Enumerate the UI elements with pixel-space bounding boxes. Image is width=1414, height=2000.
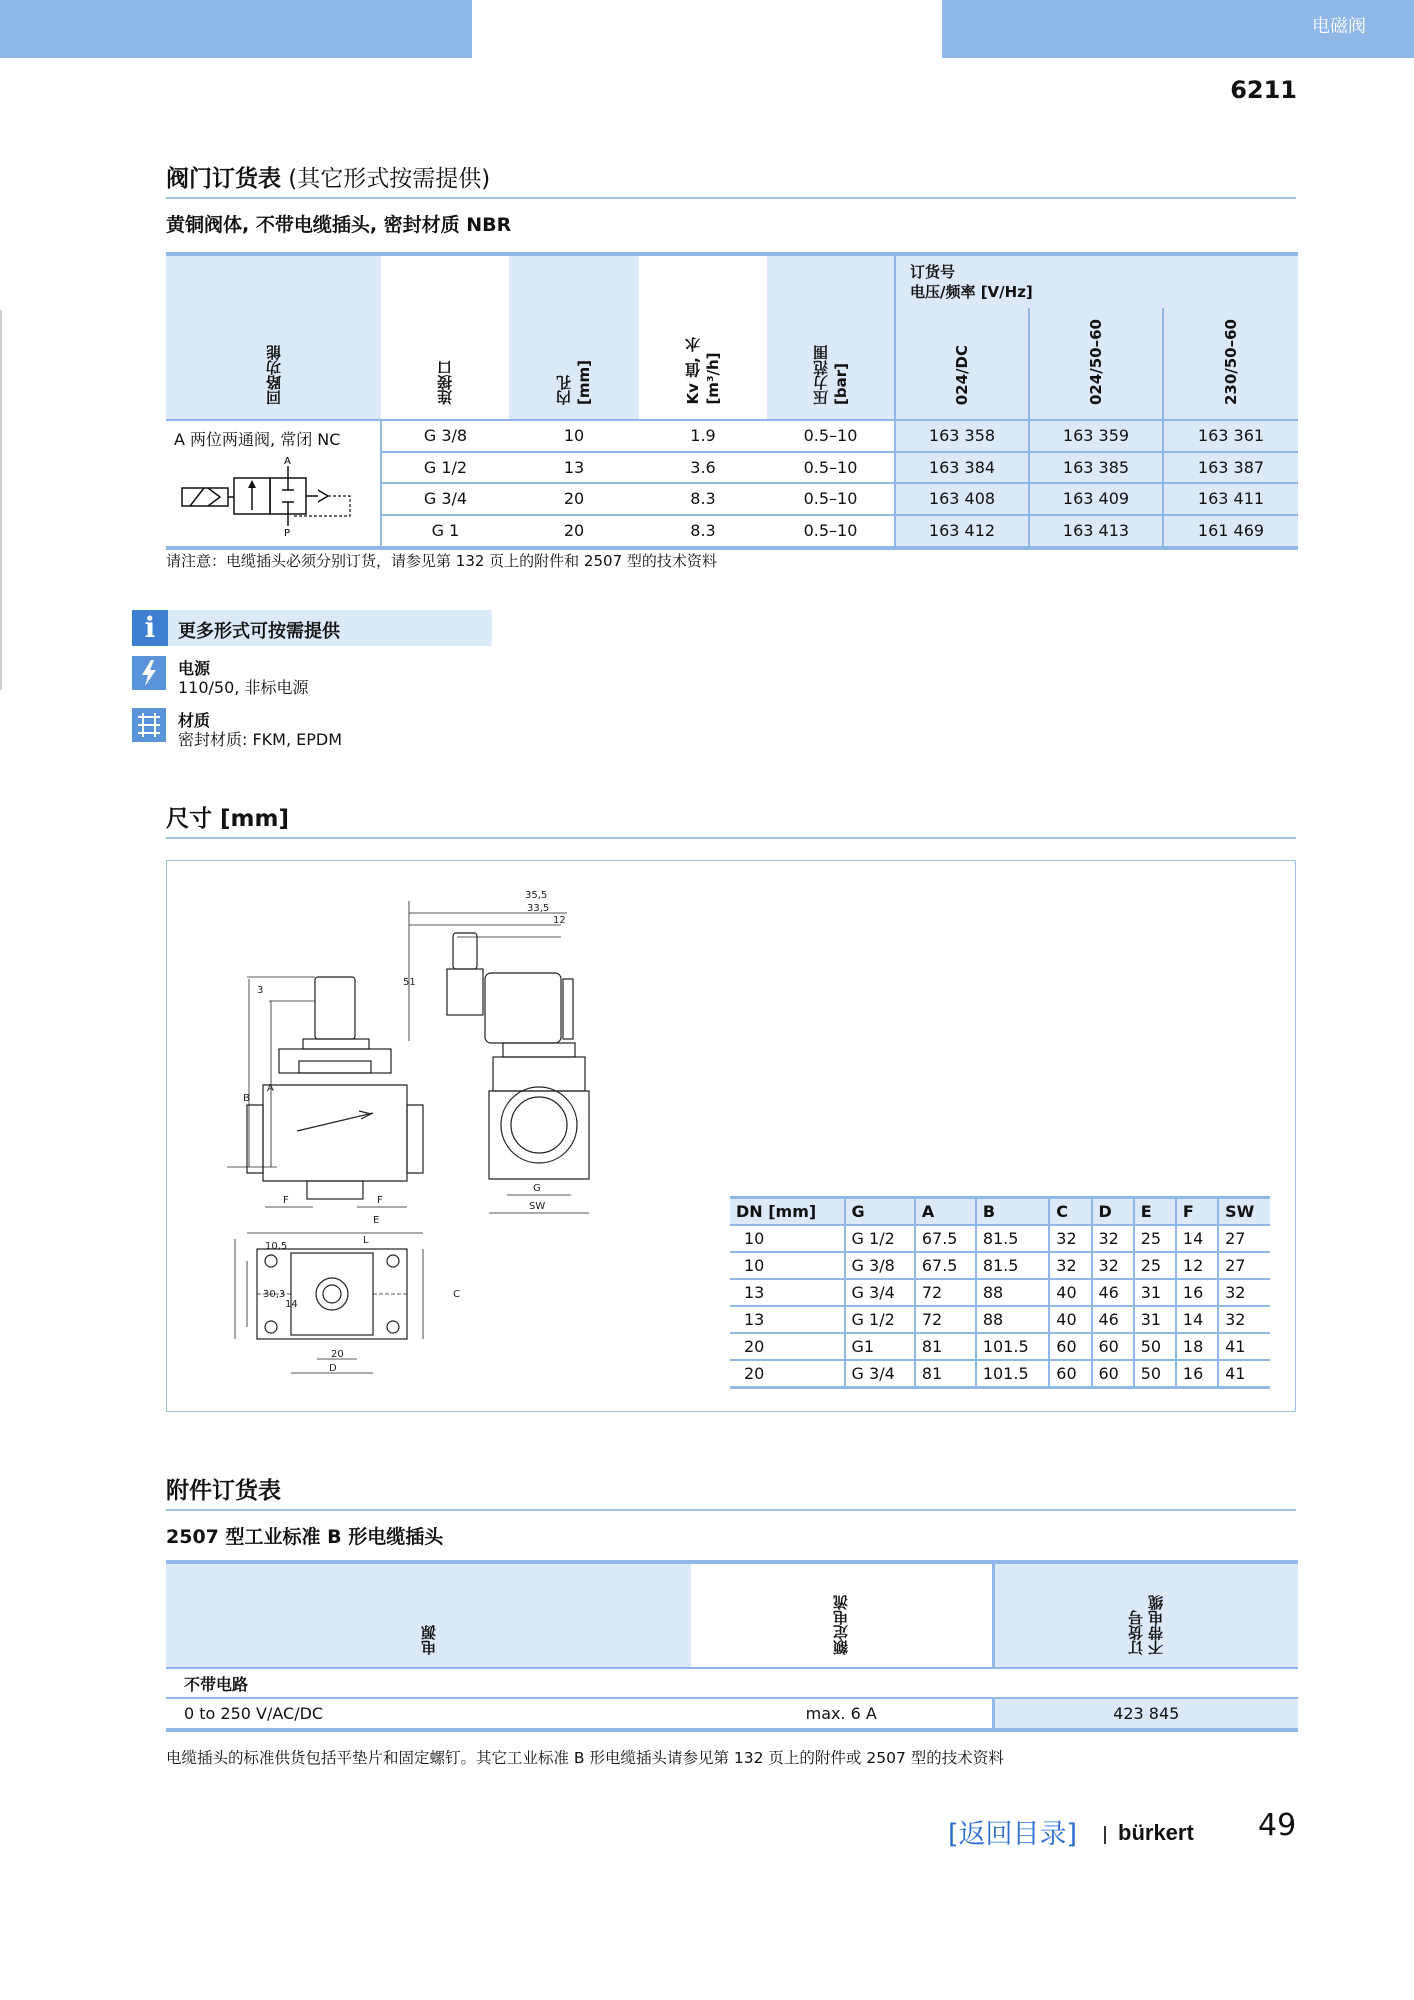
order-title-rest: (其它形式按需提供) (281, 166, 491, 192)
svg-text:10,5: 10,5 (265, 1241, 288, 1252)
accessory-title: 附件订货表 (166, 1472, 1296, 1511)
page-number: 49 (1258, 1808, 1297, 1843)
material-title: 材质 (178, 711, 211, 730)
dim-header: SW (1218, 1198, 1270, 1226)
brand-logo: bürkert (1118, 1820, 1194, 1845)
svg-text:14: 14 (285, 1299, 298, 1310)
table-row (166, 1698, 1298, 1728)
order-section-title (166, 160, 1296, 199)
model-number: 6211 (1230, 76, 1297, 104)
cell-order-code: 163 411 (1163, 483, 1298, 515)
cell-port: G 1/2 (381, 452, 509, 484)
svg-text:F: F (283, 1195, 289, 1206)
cell-order-code: 163 385 (1029, 452, 1163, 484)
header-circuit: 回路功能 (166, 256, 381, 420)
header-voltage-1: 024/DC (895, 308, 1029, 420)
cell-kv: 8.3 (639, 515, 767, 547)
cell-power: 0 to 250 V/AC/DC (166, 1698, 691, 1728)
cell-pressure: 0.5–10 (767, 420, 895, 452)
svg-text:F: F (377, 1195, 383, 1206)
cell-port: G 1 (381, 515, 509, 547)
table-row (166, 420, 1298, 452)
svg-text:30,3: 30,3 (263, 1289, 286, 1300)
dim-header: G (845, 1198, 915, 1226)
cell-pressure: 0.5–10 (767, 452, 895, 484)
cell-order-code: 163 384 (895, 452, 1029, 484)
cell-order-code: 161 469 (1163, 515, 1298, 547)
cell-bore: 20 (509, 515, 639, 547)
svg-text:G: G (533, 1183, 541, 1194)
table-row (166, 1668, 1298, 1698)
svg-text:A: A (284, 456, 291, 467)
header-pressure: 压力范围 [bar] (767, 256, 895, 420)
cell-order-code: 163 412 (895, 515, 1029, 547)
svg-text:3: 3 (257, 985, 264, 996)
page-edge-mark (0, 310, 2, 690)
cell-order-code: 163 387 (1163, 452, 1298, 484)
header-power: 电源 (166, 1564, 691, 1668)
svg-text:L: L (363, 1235, 369, 1246)
svg-text:B: B (243, 1093, 250, 1104)
info-bar (132, 610, 492, 646)
header-voltage-3: 230/50–60 (1163, 308, 1298, 420)
header-bar-left (0, 0, 472, 58)
dimensions-table (730, 1196, 1270, 1389)
table-row: 20 G1 81 101.5 60 60 50 18 41 (730, 1333, 1270, 1360)
back-to-contents-link[interactable]: [返回目录] (948, 1819, 1078, 1850)
cell-order-code: 163 408 (895, 483, 1029, 515)
info-title: 更多形式可按需提供 (178, 621, 340, 642)
header-bar-right (942, 0, 1414, 58)
table-row: 10 G 3/8 67.5 81.5 32 32 25 12 27 (730, 1252, 1270, 1279)
valve-symbol-icon (174, 454, 364, 536)
svg-text:12: 12 (553, 915, 566, 926)
dim-header: F (1176, 1198, 1218, 1226)
cell-pressure: 0.5–10 (767, 515, 895, 547)
material-text: 密封材质: FKM, EPDM (178, 730, 343, 749)
group-label: 不带电路 (166, 1668, 1298, 1698)
dim-header: D (1092, 1198, 1134, 1226)
cell-order-code: 163 358 (895, 420, 1029, 452)
header-order: 订货号 不带电缆 (993, 1564, 1298, 1668)
svg-text:20: 20 (331, 1349, 344, 1360)
cell-order-code: 163 413 (1029, 515, 1163, 547)
cell-order-code: 423 845 (993, 1698, 1298, 1728)
dim-header: E (1134, 1198, 1176, 1226)
circuit-cell (166, 420, 381, 546)
cell-kv: 8.3 (639, 483, 767, 515)
svg-text:A: A (267, 1083, 274, 1094)
svg-text:51: 51 (403, 977, 416, 988)
order-table (166, 252, 1298, 550)
header-bore: 内孔 [mm] (509, 256, 639, 420)
svg-text:35,5: 35,5 (525, 890, 548, 901)
header-order-group: 订货号 电压/频率 [V/Hz] (895, 256, 1298, 308)
cell-order-code: 163 361 (1163, 420, 1298, 452)
svg-text:P: P (284, 528, 291, 536)
cell-order-code: 163 409 (1029, 483, 1163, 515)
cell-bore: 10 (509, 420, 639, 452)
table-row: 10 G 1/2 67.5 81.5 32 32 25 14 27 (730, 1225, 1270, 1252)
svg-text:C: C (453, 1289, 460, 1300)
cell-kv: 3.6 (639, 452, 767, 484)
cell-pressure: 0.5–10 (767, 483, 895, 515)
order-title-bold: 阀门订货表 (166, 166, 281, 192)
power-title: 电源 (178, 659, 211, 678)
dimensions-title: 尺寸 [mm] (166, 800, 1296, 839)
power-text: 110/50, 非标电源 (178, 678, 309, 697)
material-icon (132, 708, 166, 742)
lightning-icon (132, 656, 166, 690)
footer-divider (1104, 1826, 1106, 1844)
cell-port: G 3/8 (381, 420, 509, 452)
cell-bore: 13 (509, 452, 639, 484)
header-current: 额定电流 (691, 1564, 993, 1668)
info-icon: i (132, 610, 168, 646)
svg-text:33,5: 33,5 (527, 903, 550, 914)
cell-current: max. 6 A (691, 1698, 993, 1728)
accessory-note: 电缆插头的标准供货包括平垫片和固定螺钉。其它工业标准 B 形电缆插头请参见第 132 页上的附件或 2507 型的技术资料 (166, 1749, 1004, 1767)
header-kv: Kv 值, 水 [m³/h] (639, 256, 767, 420)
accessory-subtitle: 2507 型工业标准 B 形电缆插头 (166, 1526, 444, 1548)
cell-kv: 1.9 (639, 420, 767, 452)
table-row: 20 G 3/4 81 101.5 60 60 50 16 41 (730, 1360, 1270, 1387)
header-port: 连接口 (381, 256, 509, 420)
dim-header: A (915, 1198, 976, 1226)
svg-text:E: E (373, 1215, 380, 1226)
svg-text:SW: SW (529, 1201, 546, 1212)
dim-header: DN [mm] (730, 1198, 845, 1226)
category-label: 电磁阀 (1312, 16, 1366, 37)
table-row: 13 G 3/4 72 88 40 46 31 16 32 (730, 1279, 1270, 1306)
circuit-description: A 两位两通阀, 常闭 NC (174, 430, 341, 449)
cell-bore: 20 (509, 483, 639, 515)
header-voltage-2: 024/50–60 (1029, 308, 1163, 420)
cell-port: G 3/4 (381, 483, 509, 515)
order-note: 请注意：电缆插头必须分别订货，请参见第 132 页上的附件和 2507 型的技术资料 (166, 552, 717, 570)
dim-header: B (976, 1198, 1049, 1226)
svg-text:D: D (329, 1363, 337, 1374)
accessory-table (166, 1560, 1298, 1732)
dim-header: C (1049, 1198, 1091, 1226)
cell-order-code: 163 359 (1029, 420, 1163, 452)
order-subtitle: 黄铜阀体, 不带电缆插头, 密封材质 NBR (166, 214, 512, 236)
table-row: 13 G 1/2 72 88 40 46 31 14 32 (730, 1306, 1270, 1333)
